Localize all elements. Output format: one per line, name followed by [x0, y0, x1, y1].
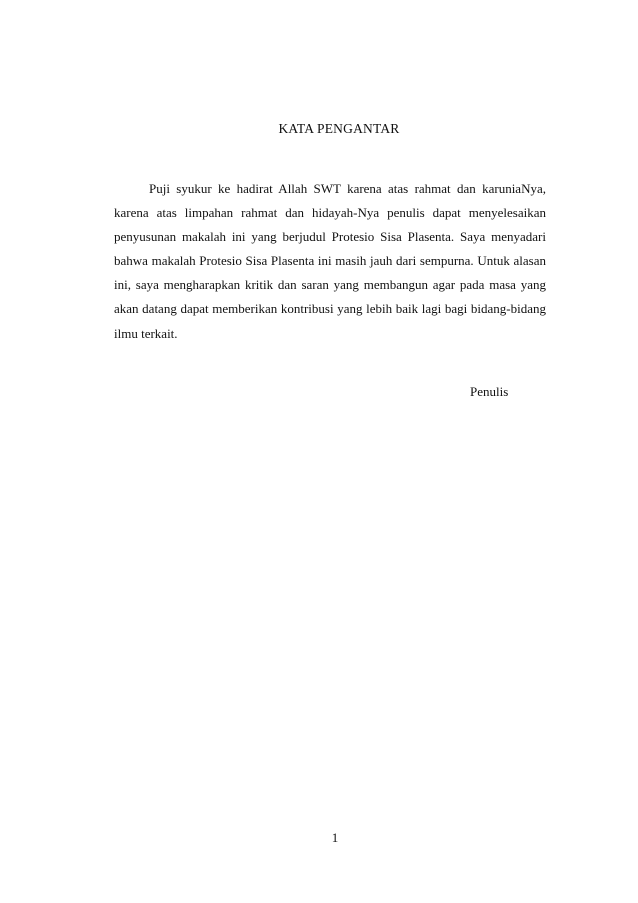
page-title: KATA PENGANTAR [278, 121, 400, 136]
body-paragraph: Puji syukur ke hadirat Allah SWT karena atas rahmat dan karuniaNya, karena atas limpahan rahmat dan hidayah-Nya penulis dapat menyelesaikan penyusunan makalah ini yang berjudul Protesio Sisa Plasenta. Saya menyadari bahwa makalah Protesio Sisa Plasenta ini masih jauh dari sempurna. Untuk alasan ini, saya mengharapkan kritik dan saran yang membangun agar pada masa yang akan datang dapat memberikan kontribusi yang lebih baik lagi bagi bidang-bidang ilmu terkait. [114, 181, 546, 341]
author-signature: Penulis [470, 384, 509, 399]
page-number: 1 [331, 830, 339, 845]
